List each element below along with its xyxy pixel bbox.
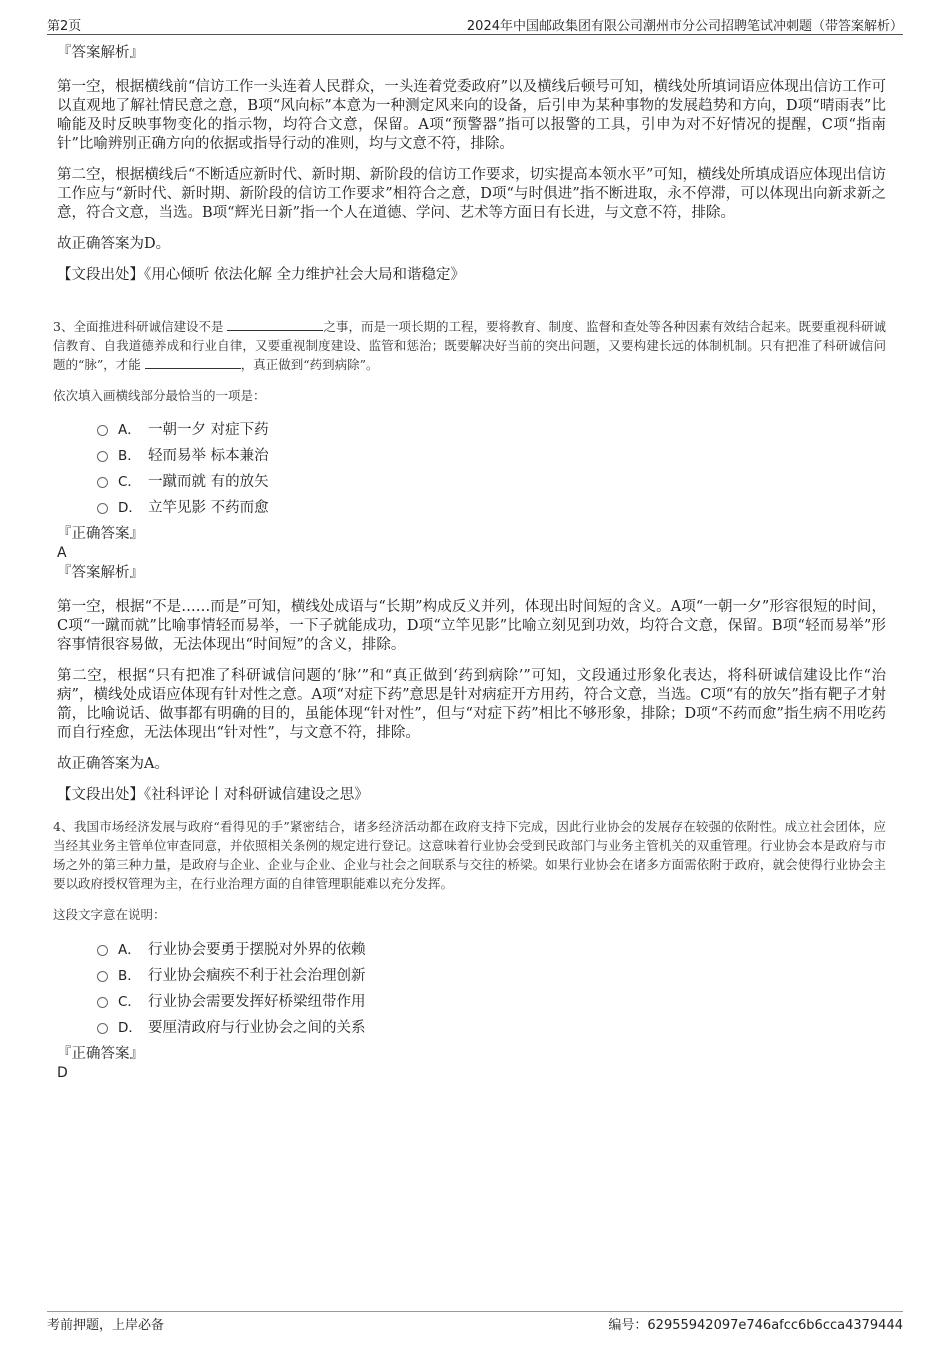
radio-icon[interactable] <box>97 503 108 514</box>
analysis-paragraph: 第二空，根据横线后“不断适应新时代、新时期、新阶段的信访工作要求，切实提高本领水平”可知，横线处所填成语应体现出信访工作应与“新时代、新时期、新阶段的信访工作要求”相符合之意，D项“与时俱进”指不断进取，永不停滞，可以体现出向新求新之意，符合文意，当选。B项“辉光日新”指一个人在道德、学问、艺术等方面日有长进，与文意不符，排除。 <box>57 167 886 221</box>
correct-answer: A <box>57 545 67 561</box>
answer-label: 『正确答案』 <box>57 526 144 542</box>
answer-label: 『正确答案』 <box>57 1046 144 1062</box>
radio-icon[interactable] <box>97 997 108 1008</box>
page-number: 第2页 <box>47 19 82 34</box>
conclusion: 故正确答案为A。 <box>57 756 169 772</box>
option-c[interactable]: C． 行业协会需要发挥好桥梁纽带作用 <box>97 989 886 1015</box>
answer-blank <box>227 318 323 331</box>
radio-icon[interactable] <box>97 971 108 982</box>
radio-icon[interactable] <box>97 1023 108 1034</box>
analysis-paragraph: 第一空，根据横线前“信访工作一头连着人民群众，一头连着党委政府”以及横线后顿号可知，横线处所填词语应体现出信访工作可以直观地了解社情民意之意，B项“风向标”本意为一种测定风来向的设备，后引申为某种事物的发展趋势和方向，D项“晴雨表”比喻能及时反映事物变化的指示物，均符合文意，保留。A项“预警器”指可以报警的工具，引申为对不好情况的提醒，C项“指南针”比喻辨别正确方向的依据或指导行动的准则，均与文意不符，排除。 <box>57 79 886 152</box>
answer-blank <box>145 356 241 369</box>
question-prompt: 依次填入画横线部分最恰当的一项是： <box>53 388 266 403</box>
options-list <box>57 937 886 1041</box>
question-stem: 3、全面推进科研诚信建设不是 之事，而是一项长期的工程，要将教育、制度、监督和查处等各种因素有效结合起来。既要重视科研诚信教育、自我道德养成和行业自律，又要重视制度建设、监管和惩治；既要解决好当前的突出问题，又要构建长远的体制机制。只有把准了科研诚信问题的“脉”，才能 ，真正做到“药到病除”。 <box>53 319 886 372</box>
page-footer <box>47 1311 903 1333</box>
option-b[interactable]: B． 轻而易举 标本兼治 <box>97 443 886 469</box>
analysis-paragraph: 第一空，根据“不是……而是”可知，横线处成语与“长期”构成反义并列，体现出时间短的含义。A项“一朝一夕”形容很短的时间，C项“一蹴而就”比喻事情轻而易举，一下子就能成功，D项“立竿见影”比喻立刻见到功效，均符合文意，保留。B项“轻而易举”形容事情很容易做，无法体现出“时间短”的含义，排除。 <box>57 599 886 653</box>
source-citation: 【文段出处】《用心倾听 依法化解 全力维护社会大局和谐稳定》 <box>57 267 465 283</box>
option-c[interactable]: C． 一蹴而就 有的放矢 <box>97 469 886 495</box>
radio-icon[interactable] <box>97 451 108 462</box>
analysis-label: 『答案解析』 <box>57 45 144 61</box>
radio-icon[interactable] <box>97 945 108 956</box>
analysis-paragraph: 第二空，根据“只有把准了科研诚信问题的‘脉’”和“真正做到‘药到病除’”可知，文段通过形象化表达，将科研诚信建设比作“治病”，横线处成语应体现有针对性之意。A项“对症下药”意思是针对病症开方用药，符合文意，当选。C项“有的放矢”指有靶子才射箭，比喻说话、做事都有明确的目的，虽能体现“针对性”，但与“对症下药”相比不够形象，排除；D项“不药而愈”指生病不用吃药而自行痊愈，无法体现出“针对性”，与文意不符，排除。 <box>57 668 886 741</box>
analysis-label: 『答案解析』 <box>57 565 144 581</box>
option-a[interactable]: A． 一朝一夕 对症下药 <box>97 417 886 443</box>
question-prompt: 这段文字意在说明： <box>53 907 166 922</box>
option-a[interactable]: A． 行业协会要勇于摆脱对外界的依赖 <box>97 937 886 963</box>
source-citation: 【文段出处】《社科评论丨对科研诚信建设之思》 <box>57 787 369 803</box>
option-d[interactable]: D． 要厘清政府与行业协会之间的关系 <box>97 1015 886 1041</box>
page-header <box>47 14 903 35</box>
option-d[interactable]: D． 立竿见影 不药而愈 <box>97 495 886 521</box>
option-b[interactable]: B． 行业协会痼疾不利于社会治理创新 <box>97 963 886 989</box>
radio-icon[interactable] <box>97 425 108 436</box>
options-list <box>57 417 886 521</box>
question-stem: 4、我国市场经济发展与政府“看得见的手”紧密结合，诸多经济活动都在政府支持下完成，因此行业协会的发展存在较强的依附性。成立社会团体，应当经其业务主管单位审查同意，并依照相关条例的规定进行登记。这意味着行业协会受到民政部门与业务主管机关的双重管理。行业协会本是政府与市场之外的第三种力量，是政府与企业、企业与企业、企业与社会之间联系与交往的桥梁。如果行业协会在诸多方面需依附于政府，就会使得行业协会主要以政府授权管理为主，在行业治理方面的自律管理职能难以充分发挥。 <box>53 819 886 891</box>
page-content <box>53 44 886 1083</box>
radio-icon[interactable] <box>97 477 108 488</box>
document-id: 编号：62955942097e746afcc6b6cca4379444 <box>608 1318 903 1333</box>
conclusion: 故正确答案为D。 <box>57 236 171 252</box>
correct-answer: D <box>57 1065 68 1081</box>
footer-slogan: 考前押题，上岸必备 <box>47 1318 165 1333</box>
document-title: 2024年中国邮政集团有限公司潮州市分公司招聘笔试冲刺题（带答案解析） <box>466 19 903 34</box>
